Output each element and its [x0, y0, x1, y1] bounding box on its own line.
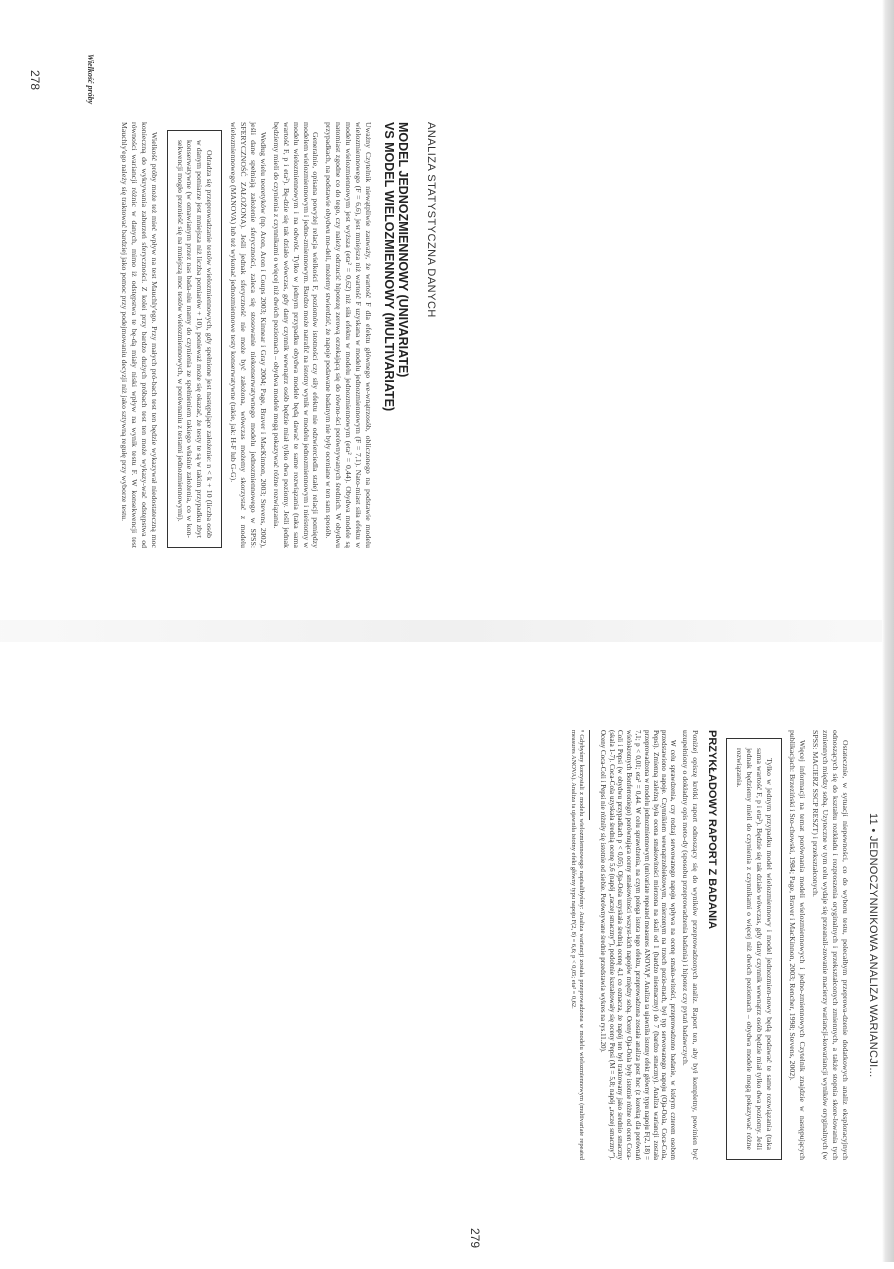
paragraph: Generalnie, opisana powyżej relacja wielkości F, poziomów istotności czy siły efektu nie odzwierciedla stałej relacji pomiędzy modelem wielozmiennowym i jedno-zmiennowym. Bardzo może natrafić na istotny wynik w modelu jednozmiennowym i nieistotny w modelu wielozmiennowym i na odwrót. Tylko w jednym przypadku obydwa modele będą dawać te same rozwiązania (taka sama wartość F, p i eta²). Bę-dzie się tak działo wówczas, gdy dany czynnik wewnątrz osób będzie miał tylko dwa poziomy. Jeśli jednak będziemy mieli do czynienia z czynnikami o więcej niż dwóch poziomach – obydwa modele mogą pokazywać różne rozwiązania. [271, 122, 321, 548]
page-278 [10, 2, 440, 633]
paragraph: Według wielu teoretyków (np. Aron, Aron i Coups 2003; Kinnear i Gray 2004; Page, Braver i MacKinnon, 2003; Stevens, 2002), jeśli dane spełniają założenie sferyczności, zaleca się stosowanie niekonserwatywnego modelu jednozmiennowego w SPSS: SFERYCZNOŚĆ ZAŁOŻONA). Jeśli jednak sferyczność nie może być założona, wówczas możemy skorzystać z modelu wielozmiennowego (MANOVA) lub też wykonać jednozmiennowe testy konserwatywne (takie, jak: H-F lub G-G). [229, 122, 268, 548]
section-title-line2: VS MODEL WIELOZMIENNOWY (MULTIVARIATE) [382, 122, 396, 412]
paragraph: Uważny Czytelnik niewątpliwie zauważy, że wartość F dla efektu głównego we-wnątrzosób, obliczonego na podstawie modelu wielozmiennowego (F = 6,6), jest mniejsza niż wartość F uzyskana w modelu jednozmiennowym (F = 7,1). Nato-miast siła efektu w modelu wielozmiennowym jest wyższa (eta² = 0,62) niż siła efektu w modelu jednozmiennowym (eta² = 0,44). Obydwa modele są natomiast zgodne co do tego, czy należy odrzucić hipotezę zerową orzekającą się do równo-ści porównywanych średnich. W obydwu przypadkach, na podstawie obydwu mo-deli, możemy stwierdzić, że napoje podawane badanym nie były oceniane w ten sam sposób. [324, 122, 373, 548]
footnote: ⁸ Gdybyśmy korzystali z modelu wielozmiennowego napisalibyśmy: Analiza wariancji została przeprowadzona w modelu wielozmiennowym (multivariate repeated measures ANOVA). Analiza ta ujawniła istotny efekt główny typu napoju F(2, 8) = 6,6; p < 0,05; eta² = 0,62. [570, 730, 585, 1160]
paragraph: Ostatecznie, w sytuacji niepewności, co do wyboru testu, polecałbym przeprowa-dzenie dodatkowych analiz eksploracyjnych odnoszących się do kształtu rozkładu i rozproszenia oryginalnych i przekształconych zmiennych, a także stopnia skore-lowania tych zmiennych między sobą. Uzyteczne w tym celu wydaje się przeanali-zowanie macierzy wariancji-kowariancji wyników oryginalnych (w SPSS: MACIERZ SSCP RESZT) i przekształconych. [811, 730, 850, 1160]
paragraph: Więcej informacji na temat porównania modeli wielozmiennowych i jedno-zmiennowych Czytelnik znajdzie w następujących publikacjach: Brzeziński i Sto-chowski, 1984; Page, Braver i MacKinnon, 2003; Rencher, 1998; Stevens, 2002). [788, 730, 808, 1160]
page-279 [452, 638, 882, 1269]
note-box [167, 130, 223, 548]
note-box-text: Tylko w jednym przypadku model wielozmiennowy i model jednozmien-nowy będą podawać te same rozwiązania (taka sama wartość F, p i eta²). Będzie się tak działo wówczas, gdy dany czynnik wewnątrz osób będzie miał tylko dwa poziomy. Jeśli jednak będziemy mieli do czynienia z czynnikami o więcej niż dwóch poziomach – obydwa modele mogą pokazywać różne rozwiązania. [734, 748, 774, 1150]
report-paragraph: W celu sprawdzenia, czy rodzaj serwowanego napoju wpływa na ocenę smako-witości, przeprowadzono badanie, w którym czterem osobom przedstawiono napoje. Czynnikiem wewnątrzobiektowym, mierzonym na trzech pozio-mach, był typ serwowanego napoju (Oja-Oola, Coca-Cola, Pepsi). Zmienną zależną była ocena smakowitości mierzona na skali od 1 (bardzo niesmaczny) do 7 (bardzo smaczny). Analiza wariancji została przeprowadzona w modelu jednozmiennowym (univariate repeated measures ANOVA)⁸. Analiza ta ujawniła istotny efekt główny typu napoju F(2, 18) = 7,1; p < 0,01; eta² = 0,44. W celu sprawdzenia, na czym polega istota tego efektu, przeprowadzona została analiza post hoc (z korektą dla porównań wielokrotnych Bonferroniego) porównująca oceny smakowitości wszyst-kich napojów między sobą. Oceny Oja-Oola były istotnie różne od ocen Coca-Coli i Pepsi (w obydwu przypadkach p < 0,05). Oja-Oola uzyskała średnią ocenę 4,1 co oznacza, że napój ten był traktowany jako średnio smaczny (skala 1-7). Coca-Cola uzyskała średnią ocenę 5,6 (napój „raczej smaczny”), podobnie kształtowały się oceny Pepsi (M = 5,8; napój „raczej smaczny”). Oceny Coca-Coli i Pepsi nie różniły się istotnie od siebie. Porównywane średnie przedstawia wykres na rys.11.20). [598, 730, 678, 1160]
note-box [726, 738, 782, 1160]
right-page-column [570, 730, 850, 1160]
left-page-column [116, 122, 410, 548]
footnote-rule [589, 730, 590, 820]
page-number: 279 [468, 1228, 482, 1249]
section-title: PRZYKŁADOWY RAPORT Z BADANIA [705, 730, 718, 930]
paragraph: Wielkość próby może też mieć wpływ na test Mauchly'ego. Przy małych pró-bach test ten będzie wykazywał niedostateczną moc konieczną do wykrywania zaburzeń sferyczności. Z kolei przy bardzo dużych próbach test ten może wykazy-wać odstępstwa od równości wariancji różnic w danych, mimo iż odstępstwa te bę-dą miały niski wpływ na wynik testu F. W konsekwencji test Mauchly'ego należy się traktować bardziej jako pomoc przy podejmowaniu decyzji niż jako sztywną regułę przy wyborze testu. [119, 122, 159, 548]
section-title-line1: MODEL JEDNOZMIENNOWY (UNIVARIATE) [396, 122, 410, 378]
running-head: ANALIZA STATYSTYCZNA DANYCH [425, 122, 437, 318]
page-number: 278 [28, 70, 42, 91]
note-box-text: Odradza się przeprowadzanie testów wielozmiennowych, gdy spełnione jest następujące założenie: n < k + 10 (liczba osób w danym pomiarze jest mniejsza niż liczba pomiarów + 10), ponieważ może się okazać, że testy te są w takim przypadku zbyt konserwatywne (w omawianym przez nas bada-niu mamy do czynienia ze spełnieniem takiego właśnie założenia, co w kon-sekwencji mogło przenieść się na mniejszą moc testów wielozmiennowych, w porównaniu z testami jednozmiennowymi). [175, 140, 215, 538]
margin-label: Wielkość próby [86, 54, 95, 105]
running-head: 11 • JEDNOCZYNNIKOWA ANALIZA WARIANCJI... [867, 813, 879, 1078]
paragraph: Poniżej opiszę krótki raport odnoszący się do wyników przeprowadzonych analiz. Raport ten, aby był kompletny, powinien być uzupełniony o dokładny opis meto-dy (sposobu przeprowadzenia badania) i hipotez czy pytań badawczych. [681, 730, 700, 1160]
page-edge-shadow [882, 0, 894, 1262]
